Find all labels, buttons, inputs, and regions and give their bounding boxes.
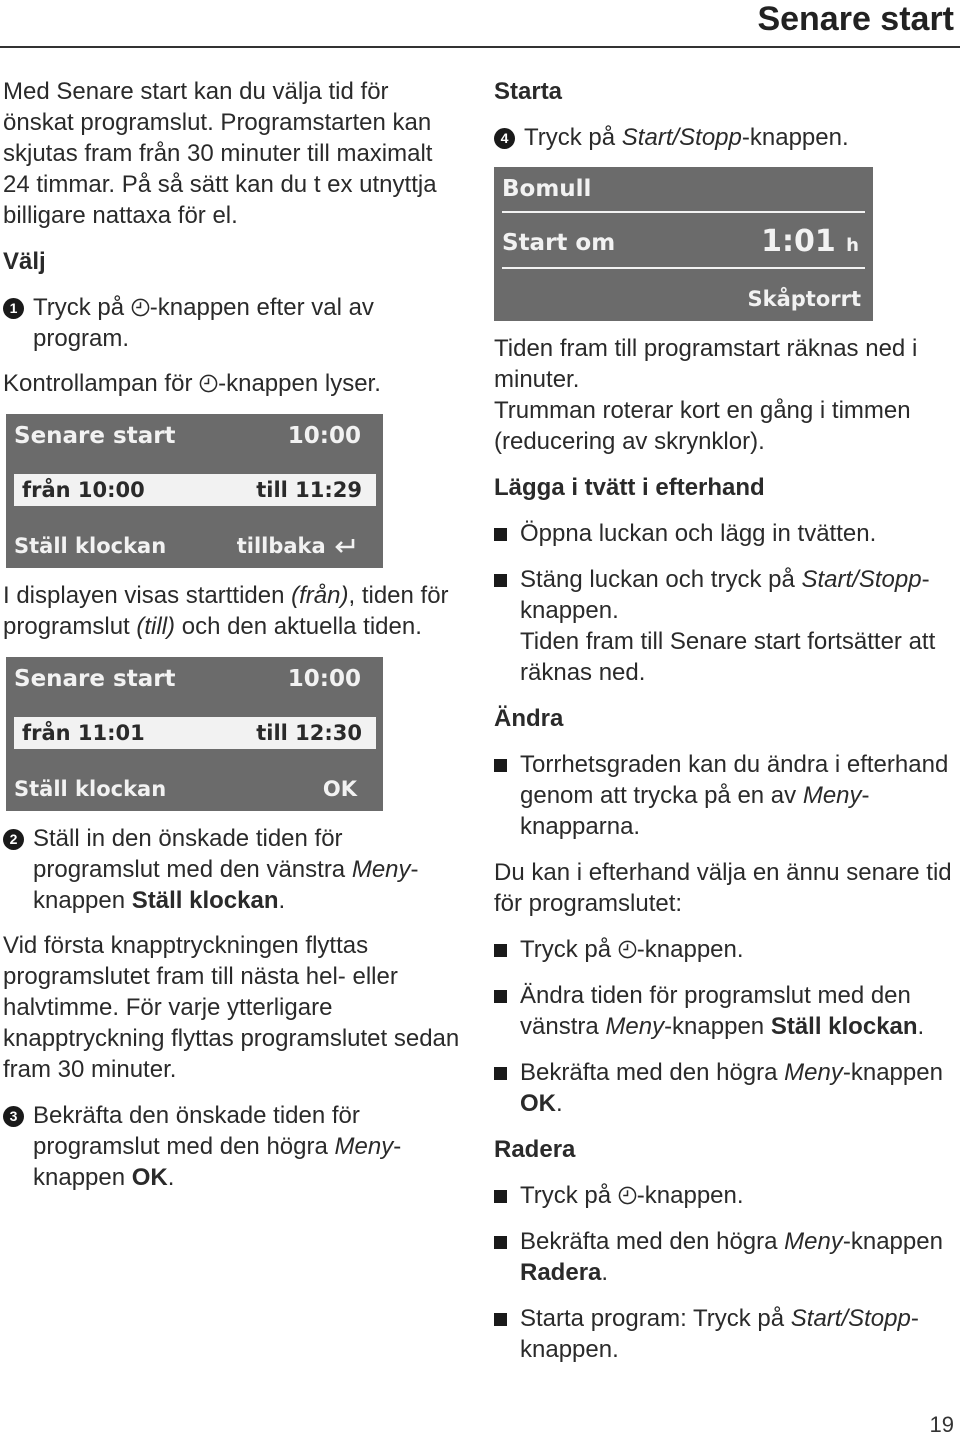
bullet-item: Ändra tiden för programslut med den vänstra Meny-knappen Ställ klockan.: [494, 980, 960, 1042]
clock-icon: [199, 374, 218, 393]
clock-icon: [618, 1186, 637, 1205]
step-number-2: 2: [3, 829, 24, 850]
display-clock: 10:00: [287, 423, 361, 449]
bullet-marker: [494, 1313, 507, 1326]
bullet-marker: [494, 1067, 507, 1080]
countdown-info: Tiden fram till programstart räknas ned i minuter.: [494, 335, 918, 393]
left-column: [3, 76, 465, 1207]
right-column: [494, 76, 960, 1380]
display-screen-3: [494, 167, 873, 321]
step2-info-text: Vid första knapptryckningen flyttas programslutet fram till nästa hel- eller halvtimme. För varje ytterligare knapptryckning flyttas programslutet sedan fram 30 minuter.: [3, 932, 460, 1083]
bullet-item: Torrhetsgraden kan du ändra i efterhand genom att trycka på en av Meny-knapparna.: [494, 749, 960, 842]
bullet-marker: [494, 574, 507, 587]
display-separator: [502, 211, 865, 213]
display-separator: [502, 267, 865, 269]
clock-icon: [131, 298, 150, 317]
bullet-item: Tryck på -knappen.: [494, 1180, 960, 1211]
display-program: Bomull: [502, 176, 592, 202]
bullet-marker: [494, 528, 507, 541]
step-number-3: 3: [3, 1106, 24, 1127]
clock-icon: [618, 940, 637, 959]
drum-info: Trumman roterar kort en gång i timmen (reducering av skrynklor).: [494, 397, 911, 455]
display-title: Senare start: [14, 666, 176, 692]
intro-text: Med Senare start kan du välja tid för önskat programslut. Programstarten kan skjutas fram från 30 minuter till maximalt 24 timmar. På så sätt kan du t ex utnyttja billigare nattaxa för el.: [3, 78, 437, 229]
later-info: Du kan i efterhand välja en ännu senare tid för programslutet:: [494, 859, 952, 917]
step-number-1: 1: [3, 298, 24, 319]
display-from: från 10:00: [22, 478, 145, 502]
display-screen-2: [6, 657, 383, 811]
bullet-marker: [494, 1236, 507, 1249]
bullet-item: Bekräfta med den högra Meny-knappen OK.: [494, 1057, 960, 1119]
bullet-marker: [494, 990, 507, 1003]
display-screen-1: [6, 414, 383, 568]
display-label: Start om: [502, 230, 616, 256]
display-time-range: [14, 717, 376, 749]
display-to: till 11:29: [256, 478, 362, 502]
bullet-marker: [494, 1190, 507, 1203]
display-info-text: I displayen visas starttiden (från), tiden för programslut (till) och den aktuella tiden.: [3, 582, 449, 640]
display-dryness-level: Skåptorrt: [747, 287, 861, 311]
bullet-item: Stäng luckan och tryck på Start/Stopp-knappen. Tiden fram till Senare start fortsätter att räknas ned.: [494, 564, 960, 688]
display-right-softkey: tillbaka: [237, 532, 357, 560]
bullet-marker: [494, 944, 507, 957]
return-arrow-icon: [333, 536, 357, 556]
display-to: till 12:30: [256, 721, 362, 745]
display-right-softkey: OK: [322, 777, 357, 801]
page-header-title: Senare start: [757, 0, 954, 38]
display-left-softkey: Ställ klockan: [14, 534, 167, 558]
valj-heading: Välj: [3, 248, 46, 275]
bullet-item: Starta program: Tryck på Start/Stopp-knappen.: [494, 1303, 960, 1365]
header-rule: [0, 46, 960, 48]
step-1: 1 Tryck på -knappen efter val av program.: [3, 292, 465, 354]
display-from: från 11:01: [22, 721, 145, 745]
bullet-item: Tryck på -knappen.: [494, 934, 960, 965]
lamp-text: Kontrollampan för -knappen lyser.: [3, 370, 381, 397]
display-title: Senare start: [14, 423, 176, 449]
display-clock: 10:00: [287, 666, 361, 692]
step-number-4: 4: [494, 128, 515, 149]
bullet-item: Öppna luckan och lägg in tvätten.: [494, 518, 960, 549]
step-3: 3 Bekräfta den önskade tiden för programslut med den högra Meny-knappen OK.: [3, 1100, 465, 1193]
step-4: 4 Tryck på Start/Stopp-knappen.: [494, 122, 960, 153]
display-countdown: 1:01 h: [761, 224, 859, 259]
starta-heading: Starta: [494, 78, 563, 105]
bullet-item: Bekräfta med den högra Meny-knappen Radera.: [494, 1226, 960, 1288]
display-time-range: [14, 474, 376, 506]
step-2: 2 Ställ in den önskade tiden för programslut med den vänstra Meny-knappen Ställ klockan.: [3, 823, 465, 916]
display-left-softkey: Ställ klockan: [14, 777, 167, 801]
lagga-heading: Lägga i tvätt i efterhand: [494, 474, 765, 501]
bullet-marker: [494, 759, 507, 772]
andra-heading: Ändra: [494, 705, 564, 732]
radera-heading: Radera: [494, 1136, 576, 1163]
page-number: 19: [929, 1412, 954, 1437]
